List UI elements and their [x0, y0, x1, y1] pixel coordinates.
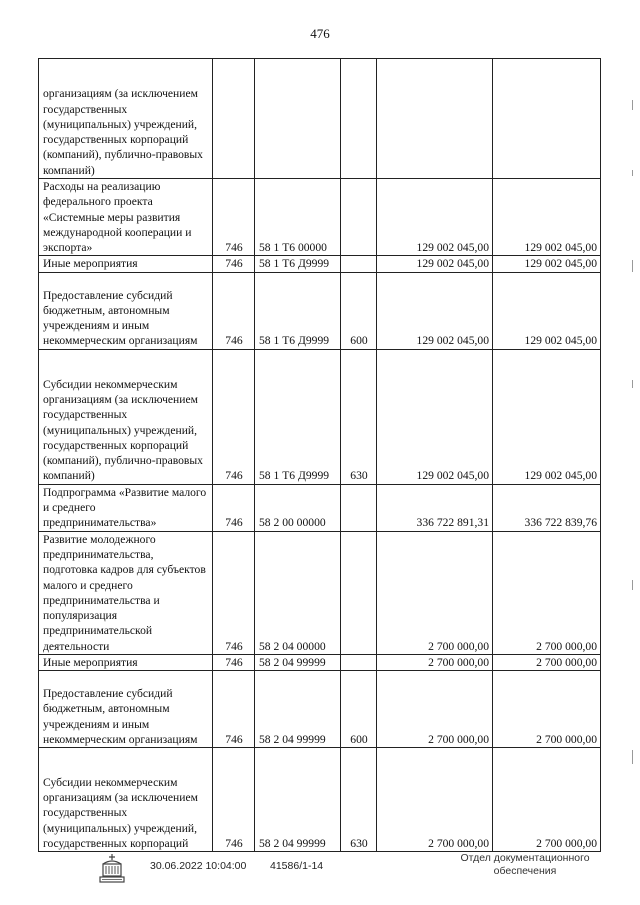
row-name: Субсидии некоммерческим организациям (за исключением государственных (муниципальных) учреждений, государственных корпораций [39, 748, 213, 852]
row-amount-second: 2 700 000,00 [493, 748, 601, 852]
row-expense-type [341, 484, 377, 531]
row-amount-first [377, 59, 493, 179]
row-target-code: 58 1 Т6 Д9999 [255, 349, 341, 484]
row-department-code: 746 [213, 531, 255, 654]
row-amount-first: 336 722 891,31 [377, 484, 493, 531]
row-name: Иные мероприятия [39, 256, 213, 272]
row-department-code: 746 [213, 272, 255, 349]
row-department-code: 746 [213, 256, 255, 272]
row-amount-first: 2 700 000,00 [377, 531, 493, 654]
row-amount-first: 129 002 045,00 [377, 179, 493, 256]
row-department-code: 746 [213, 748, 255, 852]
row-target-code [255, 59, 341, 179]
row-amount-second: 129 002 045,00 [493, 256, 601, 272]
row-target-code: 58 1 Т6 Д9999 [255, 272, 341, 349]
stamp-line-1: Отдел документационного [460, 852, 590, 864]
stamp-line-2: обеспечения [493, 865, 557, 877]
row-department-code [213, 59, 255, 179]
row-amount-first: 129 002 045,00 [377, 272, 493, 349]
row-amount-second: 129 002 045,00 [493, 349, 601, 484]
row-amount-first: 2 700 000,00 [377, 671, 493, 748]
row-name: Предоставление субсидий бюджетным, автономным учреждениям и иным некоммерческим организациям [39, 272, 213, 349]
row-expense-type: 630 [341, 748, 377, 852]
table-row [39, 655, 601, 671]
department-stamp [440, 852, 610, 878]
table-row [39, 484, 601, 531]
table-row [39, 671, 601, 748]
row-expense-type [341, 179, 377, 256]
row-amount-first: 2 700 000,00 [377, 655, 493, 671]
row-amount-first: 129 002 045,00 [377, 349, 493, 484]
row-amount-second: 2 700 000,00 [493, 655, 601, 671]
row-amount-second [493, 59, 601, 179]
row-amount-first: 129 002 045,00 [377, 256, 493, 272]
row-department-code: 746 [213, 179, 255, 256]
footer-document-number: 41586/1-14 [270, 860, 324, 872]
row-expense-type [341, 59, 377, 179]
row-target-code: 58 1 Т6 00000 [255, 179, 341, 256]
row-expense-type [341, 655, 377, 671]
row-name: Субсидии некоммерческим организациям (за исключением государственных (муниципальных) учреждений, государственных корпораций (компаний), публично-правовых компаний) [39, 349, 213, 484]
row-target-code: 58 1 Т6 Д9999 [255, 256, 341, 272]
table-row [39, 59, 601, 179]
row-amount-second: 129 002 045,00 [493, 272, 601, 349]
row-department-code: 746 [213, 349, 255, 484]
row-department-code: 746 [213, 671, 255, 748]
row-target-code: 58 2 04 99999 [255, 671, 341, 748]
row-amount-first: 2 700 000,00 [377, 748, 493, 852]
row-target-code: 58 2 04 00000 [255, 531, 341, 654]
row-department-code: 746 [213, 484, 255, 531]
row-name: Расходы на реализацию федерального проекта «Системные меры развития международной кооперации и экспорта» [39, 179, 213, 256]
budget-table [38, 58, 601, 852]
row-expense-type [341, 531, 377, 654]
coat-of-arms-logo-icon [97, 852, 127, 886]
table-row [39, 349, 601, 484]
row-target-code: 58 2 00 00000 [255, 484, 341, 531]
table-row [39, 179, 601, 256]
row-name: Развитие молодежного предпринимательства, подготовка кадров для субъектов малого и среднего предпринимательства и популяризация предпринимательской деятельности [39, 531, 213, 654]
page-number: 476 [310, 26, 330, 41]
row-expense-type: 630 [341, 349, 377, 484]
row-amount-second: 2 700 000,00 [493, 531, 601, 654]
row-name: организациям (за исключением государственных (муниципальных) учреждений, государственных корпораций (компаний), публично-правовых компаний) [39, 59, 213, 179]
document-footer [0, 848, 640, 898]
table-row [39, 256, 601, 272]
scan-edge-marks [632, 60, 636, 840]
row-target-code: 58 2 04 99999 [255, 655, 341, 671]
row-amount-second: 2 700 000,00 [493, 671, 601, 748]
row-target-code: 58 2 04 99999 [255, 748, 341, 852]
row-amount-second: 129 002 045,00 [493, 179, 601, 256]
row-expense-type: 600 [341, 671, 377, 748]
row-expense-type: 600 [341, 272, 377, 349]
table-row [39, 748, 601, 852]
row-name: Предоставление субсидий бюджетным, автономным учреждениям и иным некоммерческим организациям [39, 671, 213, 748]
table-row [39, 531, 601, 654]
row-amount-second: 336 722 839,76 [493, 484, 601, 531]
row-expense-type [341, 256, 377, 272]
row-name: Иные мероприятия [39, 655, 213, 671]
table-row [39, 272, 601, 349]
footer-date: 30.06.2022 10:04:00 [150, 860, 247, 872]
row-department-code: 746 [213, 655, 255, 671]
row-name: Подпрограмма «Развитие малого и среднего предпринимательства» [39, 484, 213, 531]
